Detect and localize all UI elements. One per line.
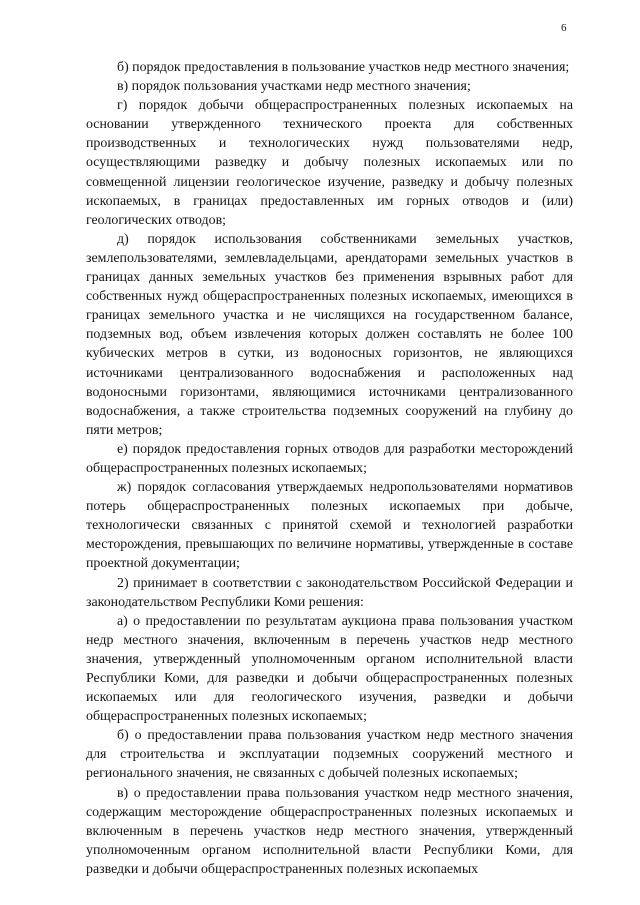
- paragraph-a-auction-rights: а) о предоставлении по результатам аукциона права пользования участком недр местного значения, включенным в перечень участков недр местного значения, утвержденный уполномоченным органом исполнительной власти Республики Коми, для разведки и добычи общераспространенных полезных ископаемых или для геологического изучения, разведки и добычи общераспространенных полезных ископаемых;: [86, 613, 573, 725]
- paragraph-g-order-of-extraction: г) порядок добычи общераспространенных полезных ископаемых на основании утвержденного технического проекта для собственных производственных и технологических нужд пользователями недр, осуществляющими разведку и добычу полезных ископаемых или по совмещенной лицензии геологическое изучение, разведку и добычу полезных ископаемых, в границах предоставленных им горных отводов и (или) геологических отводов;: [86, 98, 573, 228]
- page-number: 6: [561, 22, 567, 34]
- paragraph-e-mining-allotments: е) порядок предоставления горных отводов для разработки месторождений общераспространенных полезных ископаемых;: [86, 441, 573, 476]
- paragraph-b-underground-structures: б) о предоставлении права пользования участком недр местного значения для строительства и эксплуатации подземных сооружений местного и регионального значения, не связанных с добычей полезных ископаемых;: [86, 728, 573, 782]
- paragraph-b-order-of-provision: б) порядок предоставления в пользование участков недр местного значения;: [117, 60, 570, 75]
- paragraph-v-order-of-use: в) порядок пользования участками недр местного значения;: [117, 79, 471, 95]
- paragraph-zh-loss-standards: ж) порядок согласования утверждаемых недропользователями нормативов потерь общераспространенных полезных ископаемых при добыче, технологически связанных с принятой схемой и технологией разработки месторождения, превышающих по величине нормативы, утвержденные в составе проектной документации;: [86, 480, 573, 572]
- paragraph-d-landowners-use: д) порядок использования собственниками земельных участков, землепользователями, землевладельцами, арендаторами земельных участков в границах данных земельных участков без применения взрывных работ для собственных нужд общераспространенных полезных ископаемых, имеющихся в границах земельного участка и не числящихся на государственном балансе, подземных вод, объем извлечения которых должен составлять не более 100 кубических метров в сутки, из водоносных горизонтов, не являющихся источниками централизованного водоснабжения и расположенных над водоносными горизонтами, являющимися источниками централизованного водоснабжения, а также строительства подземных сооружений на глубину до пяти метров;: [86, 231, 573, 438]
- paragraph-2-decisions: 2) принимает в соответствии с законодательством Российской Федерации и законодательством Республики Коми решения:: [86, 575, 573, 610]
- paragraph-v-deposit-rights: в) о предоставлении права пользования участком недр местного значения, содержащим месторождение общераспространенных полезных ископаемых и включенным в перечень участков недр местного значения, утвержденный уполномоченным органом исполнительной власти Республики Коми, для разведки и добычи общераспространенных полезных ископаемых: [86, 785, 573, 877]
- document-body: [86, 58, 573, 879]
